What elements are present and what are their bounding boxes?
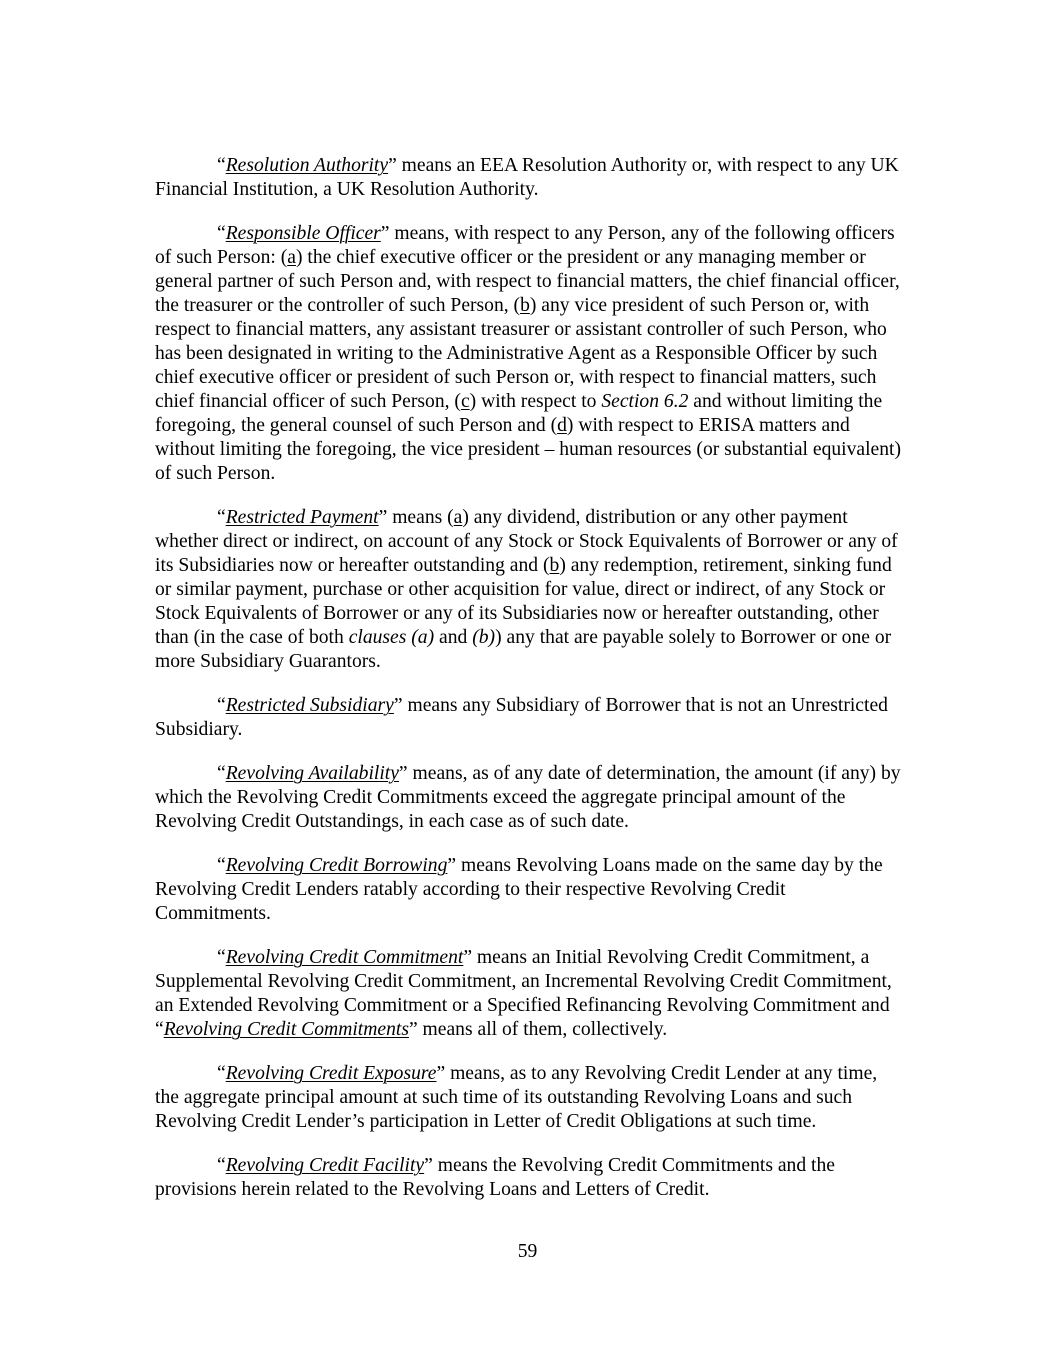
defined-term: Revolving Credit Borrowing <box>225 855 448 876</box>
open-quote: “ <box>217 155 226 176</box>
open-quote: “ <box>217 1155 226 1176</box>
definition-text: ) any that are payable solely to Borrower or one or more Subsidiary Guarantors. <box>155 627 892 672</box>
definition-text: ” means any Subsidiary of Borrower that is not an Unrestricted Subsidiary. <box>155 695 888 740</box>
clause-marker: d <box>557 415 567 436</box>
open-quote: “ <box>217 763 226 784</box>
definition-text: ) the chief executive officer or the president or any managing member or general partner of such Person and, with respect to financial matters, the chief financial officer, the treasurer or the controller of such Person, ( <box>155 247 900 316</box>
defined-term-plural: Revolving Credit Commitments <box>163 1019 409 1040</box>
definition-restricted-payment <box>155 506 903 674</box>
definition-text: ” means an EEA Resolution Authority or, with respect to any UK Financial Institution, a UK Resolution Authority. <box>155 155 899 200</box>
defined-term: Revolving Availability <box>225 763 399 784</box>
defined-term: Restricted Payment <box>225 507 379 528</box>
definition-text: and <box>434 627 473 648</box>
definition-text: and without limiting the foregoing, the general counsel of such Person and ( <box>155 391 883 436</box>
definition-text: ) any vice president of such Person or, with respect to financial matters, any assistant treasurer or assistant controller of such Person, who has been designated in writing to the Administrative Agent as a Responsible Officer by such chief executive officer or president of such Person or, with respect to financial matters, such chief financial officer of such Person, ( <box>155 295 887 412</box>
definition-text: ” means the Revolving Credit Commitments and the provisions herein related to the Revolving Loans and Letters of Credit. <box>155 1155 835 1200</box>
document-body <box>155 154 903 1222</box>
definition-resolution-authority <box>155 154 903 202</box>
defined-term: Revolving Credit Commitment <box>225 947 464 968</box>
definition-text: ) with respect to ERISA matters and without limiting the foregoing, the vice president – human resources (or substantial equivalent) of such Person. <box>155 415 902 484</box>
clause-marker: a <box>453 507 463 528</box>
defined-term: Revolving Credit Exposure <box>225 1063 437 1084</box>
definition-revolving-credit-borrowing <box>155 854 903 926</box>
open-quote: “ <box>217 855 226 876</box>
defined-term: Restricted Subsidiary <box>225 695 394 716</box>
definition-text: ) any dividend, distribution or any other payment whether direct or indirect, on account of any Stock or Stock Equivalents of Borrower or any of its Subsidiaries now or hereafter outstanding and ( <box>155 507 898 576</box>
definition-revolving-credit-commitment <box>155 946 903 1042</box>
open-quote: “ <box>217 695 226 716</box>
definition-responsible-officer <box>155 222 903 486</box>
definition-text: ” means Revolving Loans made on the same day by the Revolving Credit Lenders ratably according to their respective Revolving Credit Commitments. <box>155 855 883 924</box>
definition-text: ) with respect to <box>469 391 602 412</box>
open-quote: “ <box>217 1063 226 1084</box>
clause-marker: a <box>287 247 296 268</box>
clause-marker: b <box>520 295 530 316</box>
definition-text: ” means all of them, collectively. <box>408 1019 668 1040</box>
open-quote: “ <box>217 507 226 528</box>
definition-text: ” means ( <box>378 507 454 528</box>
clause-marker: c <box>460 391 470 412</box>
section-reference: Section 6.2 <box>601 391 689 412</box>
definition-revolving-credit-exposure <box>155 1062 903 1134</box>
definition-revolving-availability <box>155 762 903 834</box>
definition-revolving-credit-facility <box>155 1154 903 1202</box>
clause-reference: clauses (a) <box>348 627 435 648</box>
definition-restricted-subsidiary <box>155 694 903 742</box>
clause-reference: (b) <box>472 627 496 648</box>
open-quote: “ <box>217 947 226 968</box>
definition-text: ) any redemption, retirement, sinking fund or similar payment, purchase or other acquisition for value, direct or indirect, of any Stock or Stock Equivalents of Borrower or any of its Subsidiaries now or hereafter outstanding, other than (in the case of both <box>155 555 892 648</box>
defined-term: Revolving Credit Facility <box>225 1155 425 1176</box>
definition-text: ” means, as to any Revolving Credit Lender at any time, the aggregate principal amount at such time of its outstanding Revolving Loans and such Revolving Credit Lender’s participation in Letter of Credit Obligations at such time. <box>155 1063 878 1132</box>
definition-text: ” means, as of any date of determination, the amount (if any) by which the Revolving Credit Commitments exceed the aggregate principal amount of the Revolving Credit Outstandings, in each case as of such date. <box>155 763 901 832</box>
definition-text: ” means an Initial Revolving Credit Commitment, a Supplemental Revolving Credit Commitment, an Incremental Revolving Credit Commitment, an Extended Revolving Commitment or a Specified Refinancing Revolving Commitment and “ <box>155 947 892 1040</box>
defined-term: Responsible Officer <box>225 223 381 244</box>
definition-text: ” means, with respect to any Person, any of the following officers of such Person: ( <box>155 223 895 268</box>
open-quote: “ <box>217 223 226 244</box>
clause-marker: b <box>549 555 560 576</box>
page-number: 59 <box>517 1241 538 1262</box>
defined-term: Resolution Authority <box>225 155 389 176</box>
